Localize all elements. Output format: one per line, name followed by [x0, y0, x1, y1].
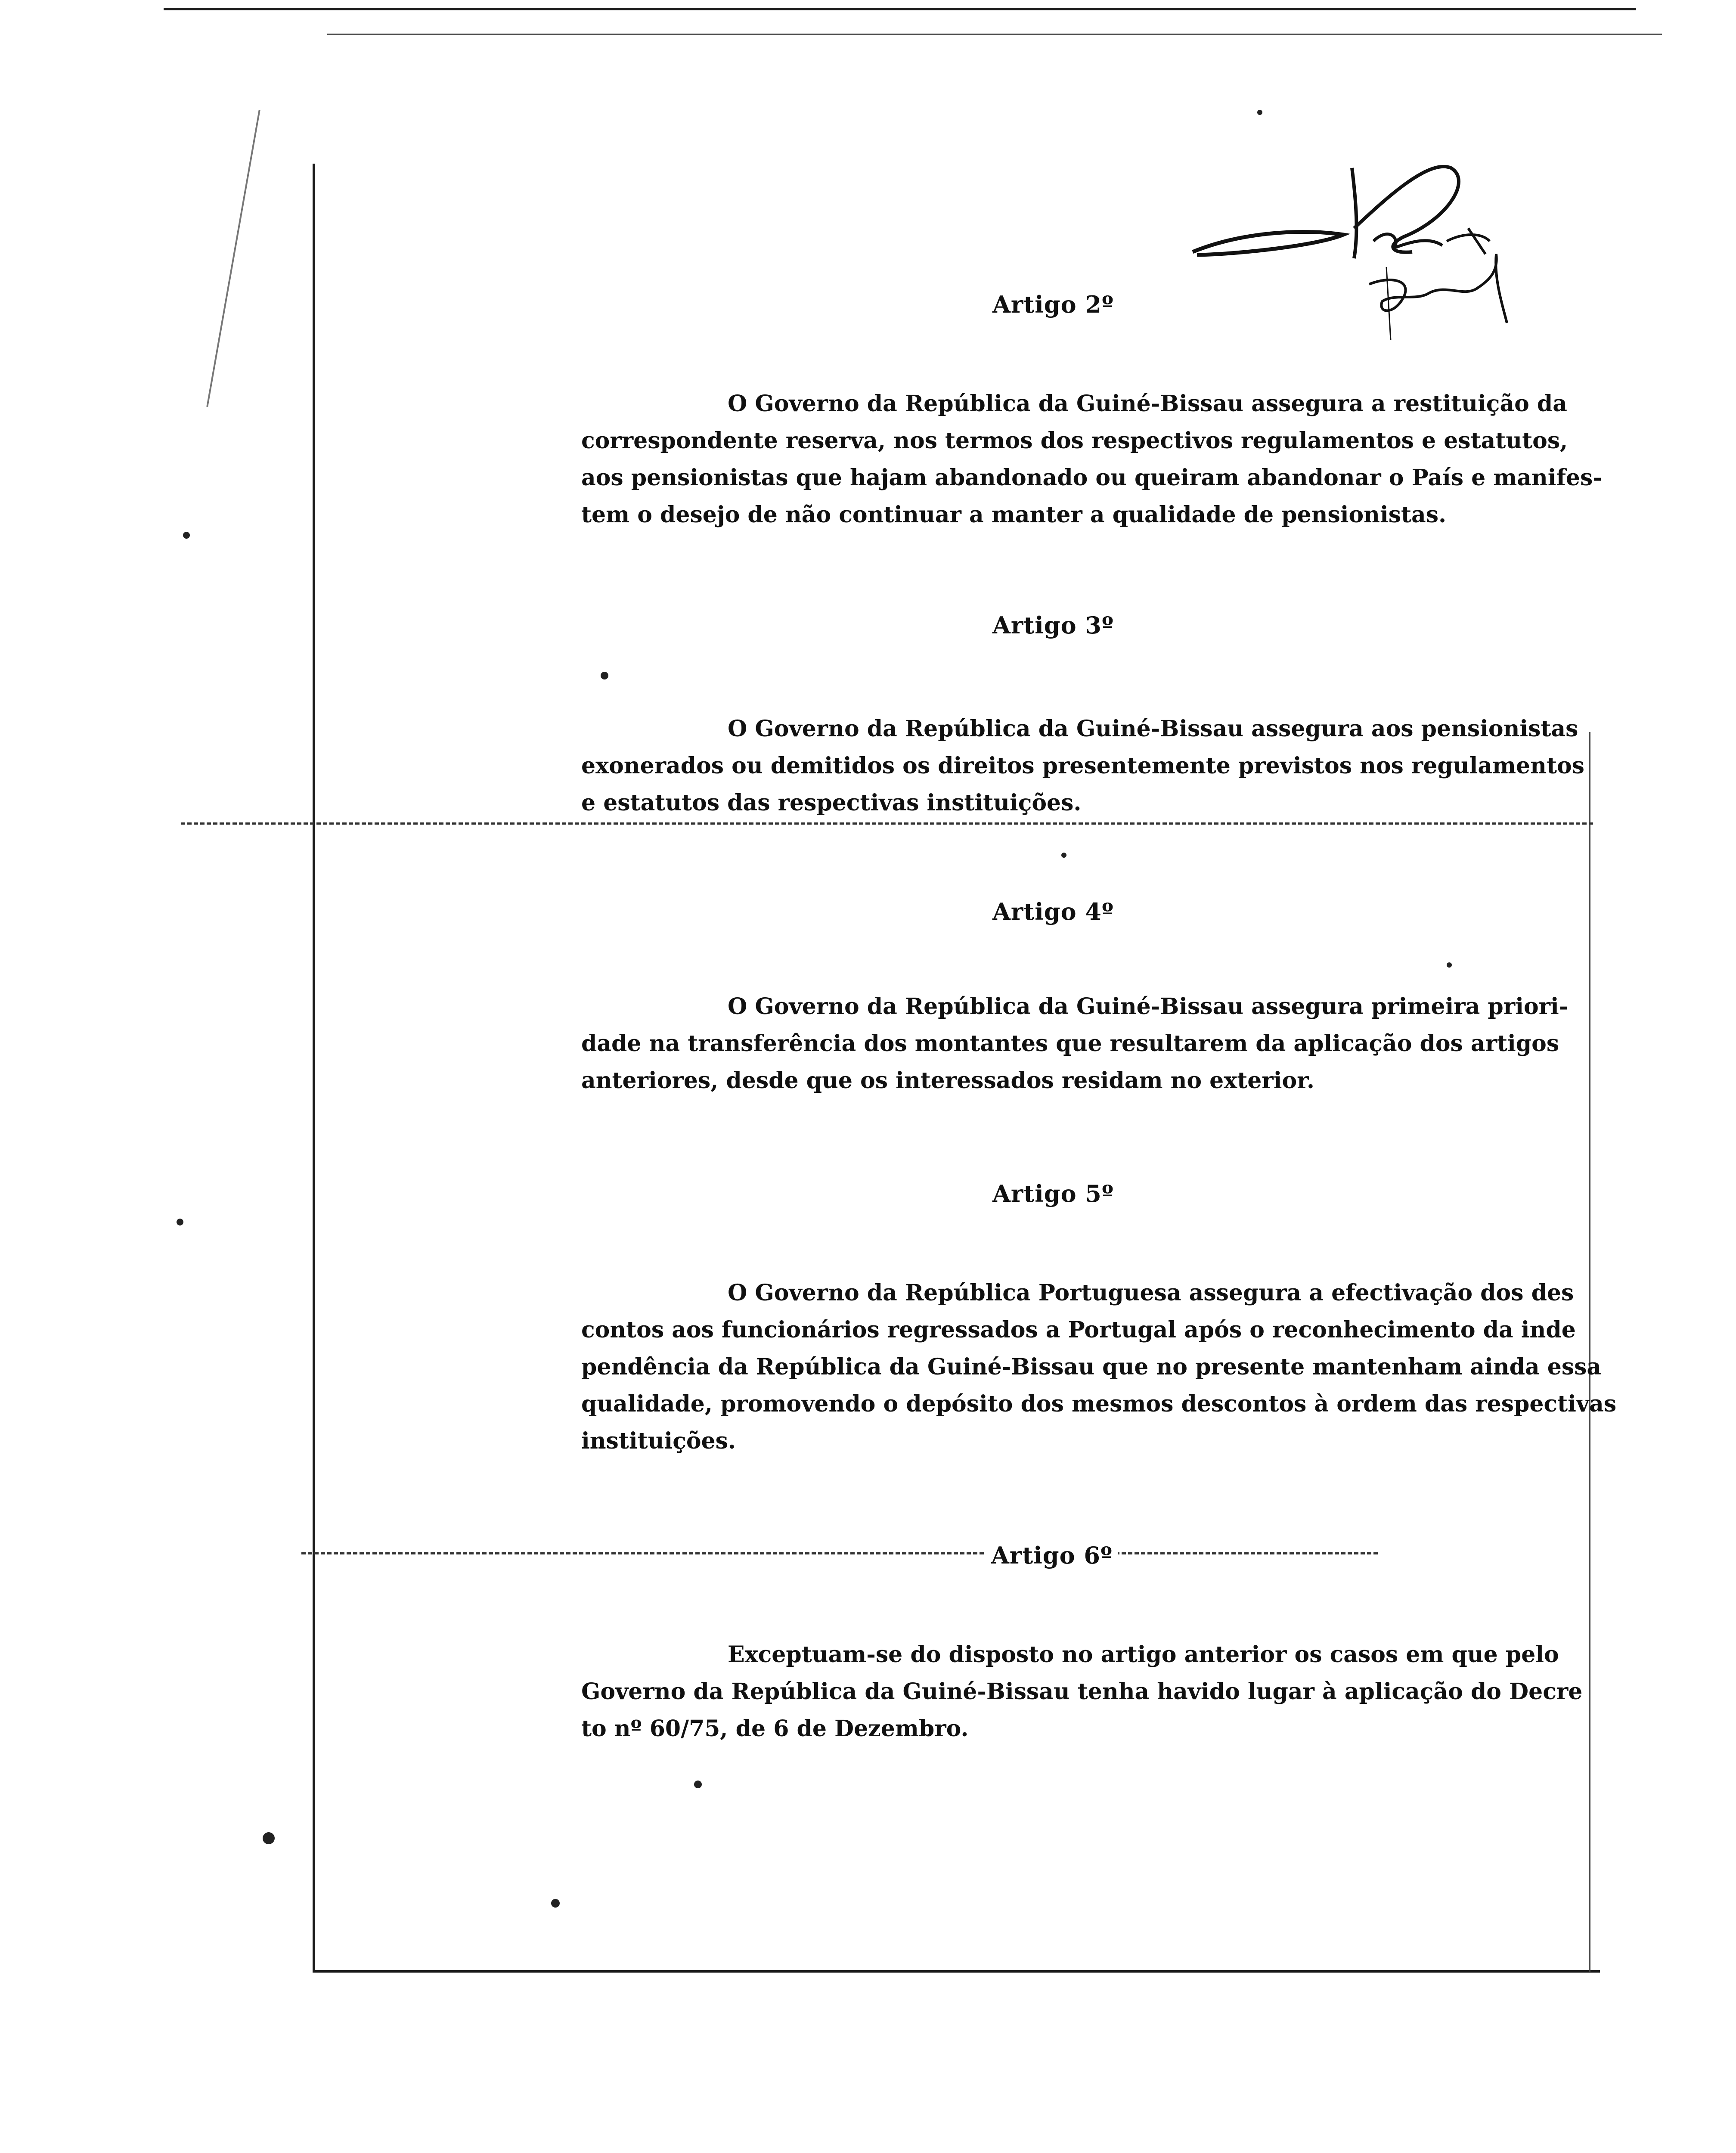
article-6-line-3: to nº 60/75, de 6 de Dezembro.	[581, 1716, 969, 1742]
article-3-body	[581, 710, 1584, 822]
article-3-line-2: exonerados ou demitidos os direitos presentemente previstos nos regulamentos	[581, 753, 1584, 779]
article-5-line-4: qualidade, promovendo o depósito dos mesmos descontos à ordem das respectivas	[581, 1391, 1617, 1417]
article-2-body	[581, 385, 1602, 534]
article-4-heading: Artigo 4º	[992, 898, 1114, 925]
scan-speck	[177, 1219, 183, 1225]
article-2-line-1: O Governo da República da Guiné-Bissau assegura a restituição da	[728, 391, 1567, 417]
article-5-line-3: pendência da República da Guiné-Bissau que no presente mantenham ainda essa	[581, 1354, 1602, 1380]
article-4-line-3: anteriores, desde que os interessados residam no exterior.	[581, 1067, 1314, 1094]
article-2-heading: Artigo 2º	[992, 291, 1114, 318]
scan-speck	[601, 672, 608, 679]
article-4-line-2: dade na transferência dos montantes que resultarem da aplicação dos artigos	[581, 1030, 1559, 1057]
signature-drawing	[1188, 142, 1541, 344]
article-5-body	[581, 1275, 1616, 1460]
handwritten-signature	[1188, 142, 1541, 344]
scan-speck	[1447, 962, 1452, 968]
article-3-heading: Artigo 3º	[992, 611, 1114, 639]
article-4-body	[581, 988, 1568, 1099]
top-inner-line	[327, 34, 1662, 35]
bottom-border-line	[313, 1970, 1600, 1973]
article-2-line-2: correspondente reserva, nos termos dos respectivos regulamentos e estatutos,	[581, 428, 1568, 454]
scan-speck	[263, 1832, 275, 1844]
article-6-line-2: Governo da República da Guiné-Bissau tenha havido lugar à aplicação do Decre	[581, 1678, 1583, 1705]
left-margin-line	[313, 164, 315, 1972]
article-5-line-1: O Governo da República Portuguesa assegura a efectivação dos des	[728, 1280, 1574, 1306]
scan-speck	[183, 532, 190, 539]
scan-dash-line	[181, 822, 1593, 825]
article-2-line-3: aos pensionistas que hajam abandonado ou queiram abandonar o País e manifes-	[581, 465, 1602, 491]
far-left-line	[206, 110, 260, 407]
article-5-line-5: instituições.	[581, 1428, 736, 1454]
scan-speck	[694, 1781, 702, 1788]
scan-speck	[1257, 110, 1262, 115]
article-4-line-1: O Governo da República da Guiné-Bissau assegura primeira priori-	[728, 993, 1569, 1020]
article-5-heading: Artigo 5º	[992, 1180, 1114, 1207]
article-6-heading: Artigo 6º	[986, 1542, 1118, 1569]
scan-speck	[551, 1899, 560, 1908]
article-6-body	[581, 1636, 1582, 1747]
top-border-line	[164, 8, 1636, 10]
scan-dash-line	[301, 1552, 1378, 1554]
article-2-line-4: tem o desejo de não continuar a manter a qualidade de pensionistas.	[581, 502, 1447, 528]
article-3-line-1: O Governo da República da Guiné-Bissau assegura aos pensionistas	[728, 716, 1578, 742]
article-6-line-1: Exceptuam-se do disposto no artigo anterior os casos em que pelo	[728, 1641, 1559, 1668]
article-3-line-3: e estatutos das respectivas instituições.	[581, 790, 1082, 816]
scan-speck	[1061, 853, 1066, 858]
article-5-line-2: contos aos funcionários regressados a Portugal após o reconhecimento da inde	[581, 1317, 1576, 1343]
